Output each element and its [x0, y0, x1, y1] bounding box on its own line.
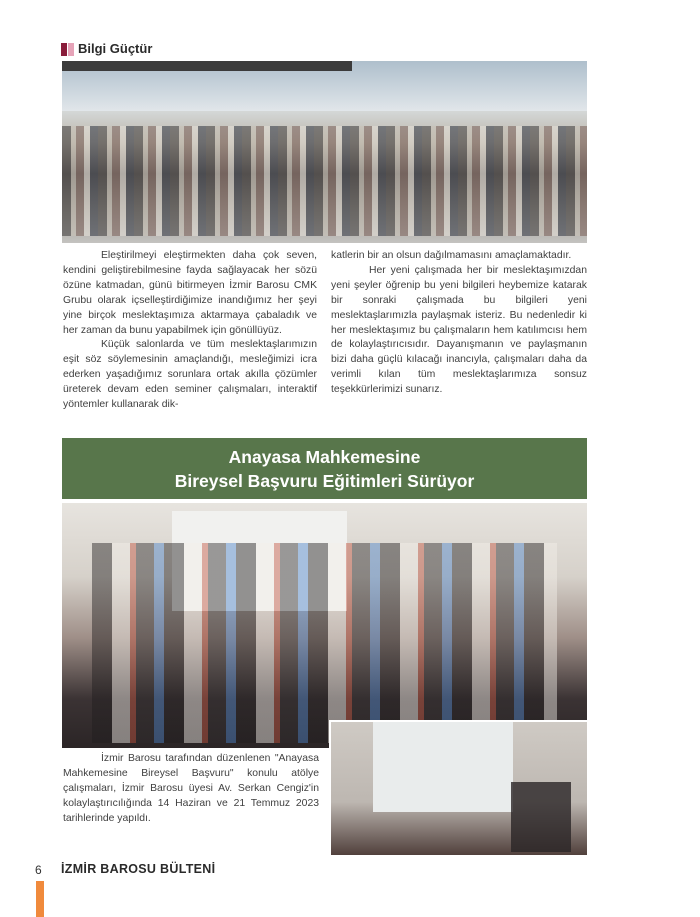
- article-headline: [62, 438, 587, 499]
- photo-projection: [373, 722, 513, 812]
- paragraph: katlerin bir an olsun dağılmamasını amaçlamaktadır.: [331, 250, 572, 261]
- paragraph: Eleştirilmeyi eleştirmekten daha çok seven, kendini geliştirebilmesine fayda sağlayacak her sözü özüne katmadan, günü bitirmeyen İzmir Barosu CMK Grubu olarak içselleştirdiğimize inandığımız her şeyi yine birçok meslektaşımıza aktarmaya çabaladık ve her zaman da bunu yapabilmek için gönüllüyüz.: [63, 250, 317, 336]
- inset-photo-speaker: [331, 722, 587, 855]
- photo-participants: [92, 543, 557, 743]
- photo-crowd: [62, 126, 587, 236]
- page-number: 6: [35, 863, 42, 877]
- caption-text: İzmir Barosu tarafından düzenlenen "Anayasa Mahkemesine Bireysel Başvuru" konulu atölye çalışmaları, İzmir Barosu üyesi Av. Serkan Cengiz'in kolaylaştırıcılığında 14 Haziran ve 21 Temmuz 2023 tarihlerinde yapıldı.: [63, 753, 319, 824]
- photo-speaker: [511, 782, 571, 852]
- section-label: Bilgi Güçtür: [78, 41, 153, 56]
- group-photo-terrace: [62, 61, 587, 243]
- section-marker: [61, 43, 67, 56]
- paragraph: Küçük salonlarda ve tüm meslektaşlarımızın eşit söz söylemesinin amaçlandığı, mesleğimizi icra ederken yaşadığımız sorunlara ortak akılla çözümler üreterek devam eden seminer çalışmaları, interaktif yöntemler kullanarak dik-: [63, 339, 317, 411]
- paragraph: Her yeni çalışmada her bir meslektaşımızdan yeni şeyler öğrenip bu yeni bilgileri heybemize katarak bir sonraki çalışmada bu bilgileri yeni meslektaşlarımızla paylaşmak isteriz. Bu nedenledir ki her meslektaşımız bu çalışmaların hem katılımcısı hem de kolaylaştırıcısıdır. Dayanışmanın ve paylaşmanın bizi daha güçlü kılacağı inancıyla, çalışmaları daha da verimli kılan tüm meslektaşlarımıza sonsuz teşekkürlerimizi sunarız.: [331, 264, 587, 396]
- section-marker-light: [68, 43, 74, 56]
- footer-accent-bar: [36, 881, 44, 917]
- publication-title: İZMİR BAROSU BÜLTENİ: [61, 862, 216, 876]
- headline-line-2: Bireysel Başvuru Eğitimleri Sürüyor: [174, 470, 475, 491]
- article-column-left: [63, 249, 317, 413]
- photo-roof: [62, 61, 352, 71]
- headline-line-1: Anayasa Mahkemesine: [228, 446, 421, 467]
- article-column-right: [331, 249, 587, 398]
- group-photo-workshop: [62, 503, 587, 748]
- photo-caption: [63, 752, 319, 827]
